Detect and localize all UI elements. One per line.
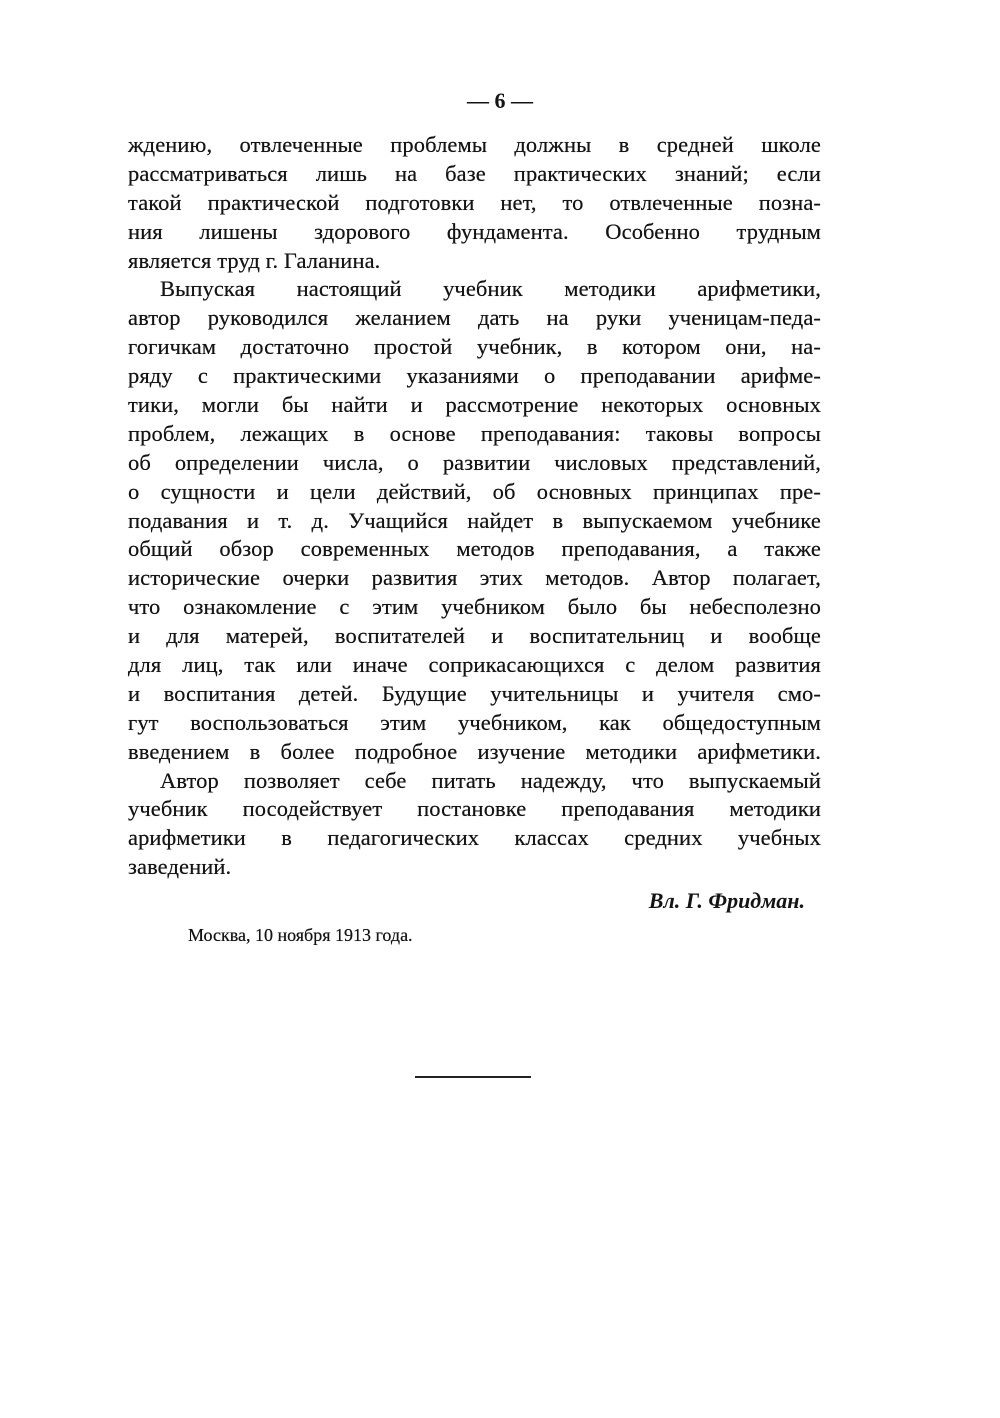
text-line: учебник посодействует постановке преподавания методики (128, 796, 821, 822)
text-line: рассматриваться лишь на базе практических знаний; если (128, 160, 821, 186)
text-line: и для матерей, воспитателей и воспитательниц и вообще (128, 623, 821, 649)
text-line: автор руководился желанием дать на руки ученицам-педа- (128, 305, 821, 331)
paragraph-2 (128, 275, 821, 766)
text-line: ния лишены здорового фундамента. Особенно трудным (128, 218, 821, 244)
text-line: ждению, отвлеченные проблемы должны в средней школе (128, 132, 821, 157)
place-date: Москва, 10 ноября 1913 года. (188, 925, 413, 945)
text-line: заведений. (128, 854, 232, 880)
text-line: является труд г. Галанина. (128, 247, 381, 273)
text-line: об определении числа, о развитии числовых представлений, (128, 449, 821, 475)
text-line: общий обзор современных методов преподавания, а также (128, 536, 821, 562)
text-line: такой практической подготовки нет, то отвлеченные позна- (128, 189, 821, 215)
text-line: Выпуская настоящий учебник методики арифметики, (160, 276, 821, 302)
text-line: о сущности и цели действий, об основных принципах пре- (128, 478, 821, 504)
text-line: подавания и т. д. Учащийся найдет в выпускаемом учебнике (128, 507, 821, 533)
paragraph-3 (128, 767, 821, 883)
text-line: тики, могли бы найти и рассмотрение некоторых основных (128, 392, 821, 418)
text-line: Автор позволяет себе питать надежду, что выпускаемый (160, 767, 821, 793)
text-line: что ознакомление с этим учебником было бы небесполезно (128, 594, 821, 620)
text-line: ряду с практическими указаниями о преподавании арифме- (128, 363, 821, 389)
text-line: для лиц, так или иначе соприкасающихся с делом развития (128, 652, 821, 678)
text-line: исторические очерки развития этих методов. Автор полагает, (128, 565, 821, 591)
page-number: — 6 — (467, 88, 533, 113)
text-line: и воспитания детей. Будущие учительницы и учителя смо- (128, 680, 821, 706)
paragraph-1 (128, 131, 821, 275)
author-signature: Вл. Г. Фридман. (648, 888, 805, 913)
text-line: гогичкам достаточно простой учебник, в котором они, на- (128, 334, 821, 360)
text-line: гут воспользоваться этим учебником, как общедоступным (128, 709, 821, 735)
closing-rule-divider (415, 1076, 531, 1078)
text-line: проблем, лежащих в основе преподавания: таковы вопросы (128, 420, 821, 446)
text-line: введением в более подробное изучение методики арифметики. (128, 738, 821, 764)
body-text (128, 131, 821, 882)
text-line: арифметики в педагогических классах средних учебных (128, 825, 821, 851)
